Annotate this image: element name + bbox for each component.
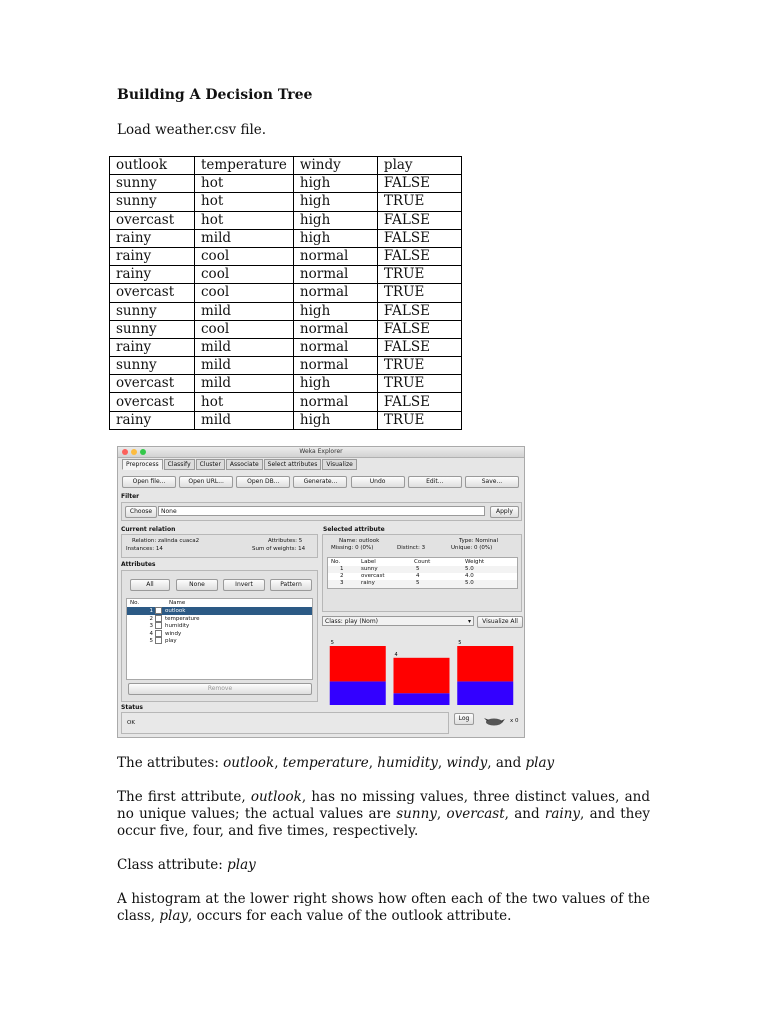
p1-item: play <box>525 755 555 771</box>
table-header-cell: windy <box>293 157 377 175</box>
table-cell: normal <box>293 357 377 375</box>
attributes-label: Attributes <box>121 561 156 568</box>
value-cell: overcast <box>361 573 385 579</box>
chevron-down-icon: ▾ <box>467 618 471 625</box>
table-cell: mild <box>195 338 294 356</box>
intro-text: Load weather.csv file. <box>117 122 267 138</box>
table-cell: normal <box>293 247 377 265</box>
table-header-cell: play <box>377 157 461 175</box>
window-title: Weka Explorer <box>299 448 343 455</box>
p2-text: The first attribute, <box>117 789 251 805</box>
table-cell: mild <box>195 302 294 320</box>
table-cell: FALSE <box>377 320 461 338</box>
table-row <box>110 229 462 247</box>
p1-sep: , <box>368 755 378 771</box>
table-cell: overcast <box>110 211 195 229</box>
table-cell: hot <box>195 175 294 193</box>
attribute-checkbox[interactable] <box>155 622 162 629</box>
attribute-number: 2 <box>149 615 153 622</box>
first-attribute-paragraph <box>117 789 650 840</box>
histogram-paragraph <box>117 891 650 925</box>
filter-panel <box>121 502 522 521</box>
table-cell: TRUE <box>377 357 461 375</box>
table-cell: FALSE <box>377 211 461 229</box>
table-cell: high <box>293 229 377 247</box>
attribute-list-item[interactable] <box>127 630 312 638</box>
table-row <box>110 411 462 429</box>
table-header-row <box>110 157 462 175</box>
task-count: x 0 <box>510 718 519 724</box>
table-cell: cool <box>195 284 294 302</box>
p2-em: sunny <box>396 806 437 822</box>
table-cell: high <box>293 302 377 320</box>
attribute-list-item[interactable] <box>127 622 312 630</box>
open-url-button[interactable]: Open URL... <box>179 476 233 488</box>
table-cell: high <box>293 375 377 393</box>
table-row <box>110 284 462 302</box>
value-cell: rainy <box>361 580 375 586</box>
distinct-text: Distinct: 3 <box>397 545 426 551</box>
table-cell: TRUE <box>377 266 461 284</box>
current-relation-panel <box>121 534 318 558</box>
attribute-number: 3 <box>149 623 153 629</box>
table-cell: hot <box>195 393 294 411</box>
table-row <box>110 375 462 393</box>
table-cell: mild <box>195 229 294 247</box>
histogram-bar-segment <box>457 681 513 705</box>
edit-button[interactable]: Edit... <box>408 476 462 488</box>
value-cell: 2 <box>340 573 344 579</box>
p4-text: A histogram at the lower right shows how often each of the two values of the class, <box>117 891 650 924</box>
tab-bar <box>122 459 358 470</box>
selected-attribute-panel <box>322 534 522 612</box>
save-button[interactable]: Save... <box>465 476 519 488</box>
filter-label: Filter <box>121 493 140 500</box>
p1-item: temperature <box>282 755 369 771</box>
col-no-header: No. <box>130 600 140 606</box>
class-select[interactable] <box>322 616 474 626</box>
table-row <box>110 266 462 284</box>
table-row <box>110 302 462 320</box>
table-cell: normal <box>293 284 377 302</box>
table-cell: FALSE <box>377 302 461 320</box>
table-header-cell: outlook <box>110 157 195 175</box>
value-cell: 4.0 <box>465 573 474 579</box>
col-name-header: Name <box>169 600 186 606</box>
p1-item: windy <box>446 755 488 771</box>
value-row[interactable] <box>328 580 517 588</box>
table-cell: overcast <box>110 284 195 302</box>
histogram-count-label: 4 <box>394 651 398 658</box>
missing-text: Missing: 0 (0%) <box>331 545 374 551</box>
log-button[interactable]: Log <box>454 713 474 725</box>
attribute-list-item[interactable] <box>127 607 312 615</box>
table-cell: normal <box>293 393 377 411</box>
tab-associate[interactable]: Associate <box>226 459 263 470</box>
table-row <box>110 320 462 338</box>
values-col-weight: Weight <box>465 559 485 565</box>
p4-em: play <box>159 908 189 924</box>
value-cell: 3 <box>340 580 344 586</box>
histogram-bar-segment <box>457 646 513 681</box>
attribute-values-table <box>327 557 518 589</box>
p1-sep: , <box>437 755 447 771</box>
table-cell: overcast <box>110 375 195 393</box>
attribute-list-item[interactable] <box>127 637 312 645</box>
attribute-list-item[interactable] <box>127 615 312 623</box>
open-db-button[interactable]: Open DB... <box>236 476 290 488</box>
weka-bird-icon <box>484 715 506 727</box>
table-cell: sunny <box>110 193 195 211</box>
table-cell: normal <box>293 266 377 284</box>
p4-text: , occurs for each value of the outlook attribute. <box>188 908 512 924</box>
table-cell: rainy <box>110 247 195 265</box>
table-cell: TRUE <box>377 375 461 393</box>
table-row <box>110 247 462 265</box>
invert-button[interactable]: Invert <box>223 579 265 591</box>
attribute-checkbox[interactable] <box>155 607 162 614</box>
table-cell: FALSE <box>377 393 461 411</box>
histogram-bar-segment <box>394 693 450 705</box>
table-cell: FALSE <box>377 175 461 193</box>
p2-text: , and <box>504 806 545 822</box>
table-cell: hot <box>195 193 294 211</box>
table-cell: cool <box>195 320 294 338</box>
p2-em: rainy <box>544 806 581 822</box>
table-cell: high <box>293 411 377 429</box>
attribute-number: 1 <box>149 608 153 614</box>
attribute-name: play <box>165 638 177 644</box>
table-cell: cool <box>195 266 294 284</box>
table-cell: hot <box>195 211 294 229</box>
attribute-name: windy <box>165 630 182 637</box>
p2-em: overcast <box>446 806 505 822</box>
status-bar <box>121 712 449 734</box>
histogram-count-label: 5 <box>330 640 334 646</box>
attributes-count-text: Attributes: 5 <box>268 538 303 544</box>
attributes-panel <box>121 570 318 702</box>
table-cell: TRUE <box>377 411 461 429</box>
table-cell: rainy <box>110 229 195 247</box>
values-col-count: Count <box>414 559 431 565</box>
value-cell: 4 <box>416 573 420 579</box>
table-cell: high <box>293 193 377 211</box>
table-row <box>110 175 462 193</box>
attr-type-text: Type: Nominal <box>459 538 498 544</box>
attribute-checkbox[interactable] <box>155 630 162 637</box>
histogram-bar-segment <box>330 646 386 681</box>
p2-text: , <box>436 806 447 822</box>
table-row <box>110 338 462 356</box>
tab-classify[interactable]: Classify <box>164 459 195 470</box>
attribute-name: temperature <box>165 615 200 622</box>
histogram-bar-segment <box>330 681 386 705</box>
attribute-checkbox[interactable] <box>155 615 162 622</box>
table-header-cell: temperature <box>195 157 294 175</box>
select-none-button[interactable]: None <box>176 579 218 591</box>
p1-item: outlook <box>223 755 275 771</box>
table-cell: high <box>293 211 377 229</box>
tab-preprocess[interactable]: Preprocess <box>122 459 163 470</box>
sum-weights-text: Sum of weights: 14 <box>252 546 306 552</box>
table-cell: rainy <box>110 411 195 429</box>
class-attribute-paragraph <box>117 857 650 874</box>
table-row <box>110 393 462 411</box>
attr-name-text: Name: outlook <box>339 538 380 544</box>
selected-attribute-label: Selected attribute <box>323 526 385 533</box>
value-cell: 5 <box>416 566 420 572</box>
table-cell: mild <box>195 375 294 393</box>
current-relation-label: Current relation <box>121 526 176 533</box>
generate-button[interactable]: Generate... <box>293 476 347 488</box>
table-row <box>110 193 462 211</box>
unique-text: Unique: 0 (0%) <box>451 545 493 551</box>
histogram-bar-segment <box>394 658 450 693</box>
values-col-no: No. <box>331 559 341 565</box>
window-titlebar <box>118 447 524 458</box>
values-col-label: Label <box>361 559 376 565</box>
p1-sep: , <box>274 755 283 771</box>
weather-table <box>109 156 462 430</box>
pattern-button[interactable]: Pattern <box>270 579 312 591</box>
tab-cluster[interactable]: Cluster <box>196 459 225 470</box>
instances-text: Instances: 14 <box>126 546 163 552</box>
table-cell: TRUE <box>377 284 461 302</box>
table-cell: sunny <box>110 175 195 193</box>
weka-explorer-window <box>117 446 525 738</box>
p2-text: , and they occur five, four, and five times, respectively. <box>117 806 650 839</box>
table-cell: cool <box>195 247 294 265</box>
attribute-checkbox[interactable] <box>155 637 162 644</box>
table-cell: sunny <box>110 320 195 338</box>
table-cell: mild <box>195 357 294 375</box>
value-cell: sunny <box>361 566 378 572</box>
table-row <box>110 357 462 375</box>
histogram-count-label: 5 <box>458 640 462 646</box>
table-row <box>110 211 462 229</box>
filter-field[interactable]: None <box>158 506 485 516</box>
document-title: Building A Decision Tree <box>117 87 313 103</box>
select-all-button[interactable]: All <box>130 579 170 591</box>
table-cell: rainy <box>110 338 195 356</box>
class-histogram <box>322 632 521 705</box>
table-cell: normal <box>293 338 377 356</box>
attribute-name: humidity <box>165 623 190 629</box>
remove-button[interactable]: Remove <box>128 683 312 695</box>
toolbar <box>122 476 519 488</box>
tab-visualize[interactable]: Visualize <box>322 459 356 470</box>
visualize-all-button[interactable]: Visualize All <box>477 616 523 628</box>
attribute-number: 4 <box>149 630 153 637</box>
open-file-button[interactable]: Open file... <box>122 476 176 488</box>
table-cell: normal <box>293 320 377 338</box>
apply-button[interactable]: Apply <box>490 506 519 518</box>
p1-item: humidity <box>377 755 438 771</box>
table-cell: overcast <box>110 393 195 411</box>
table-cell: TRUE <box>377 193 461 211</box>
p3-text: Class attribute: <box>117 857 228 873</box>
undo-button[interactable]: Undo <box>351 476 405 488</box>
value-cell: 1 <box>340 566 344 572</box>
status-label: Status <box>121 704 143 711</box>
value-cell: 5.0 <box>465 580 474 586</box>
table-cell: high <box>293 175 377 193</box>
p1-lead: The attributes: <box>117 755 224 771</box>
status-text: OK <box>127 720 135 726</box>
p3-em: play <box>227 857 256 873</box>
p2-em: outlook <box>250 789 302 805</box>
attribute-name: outlook <box>165 608 186 614</box>
choose-filter-button[interactable]: Choose <box>125 506 157 518</box>
p2-text: , has no missing values, three distinct values, and no unique values; the actual values are <box>117 789 650 822</box>
relation-text: Relation: zalinda cuaca2 <box>132 538 200 544</box>
table-cell: FALSE <box>377 247 461 265</box>
table-cell: sunny <box>110 357 195 375</box>
table-cell: rainy <box>110 266 195 284</box>
class-select-value: Class: play (Nom) <box>325 618 379 625</box>
tab-select-attributes[interactable]: Select attributes <box>264 459 322 470</box>
p1-sep: , and <box>487 755 526 771</box>
table-cell: FALSE <box>377 229 461 247</box>
attributes-paragraph <box>117 755 650 772</box>
table-cell: mild <box>195 411 294 429</box>
value-cell: 5 <box>416 580 420 586</box>
table-cell: sunny <box>110 302 195 320</box>
table-cell: FALSE <box>377 338 461 356</box>
attribute-number: 5 <box>149 638 153 644</box>
attributes-list <box>126 598 313 680</box>
value-cell: 5.0 <box>465 566 474 572</box>
